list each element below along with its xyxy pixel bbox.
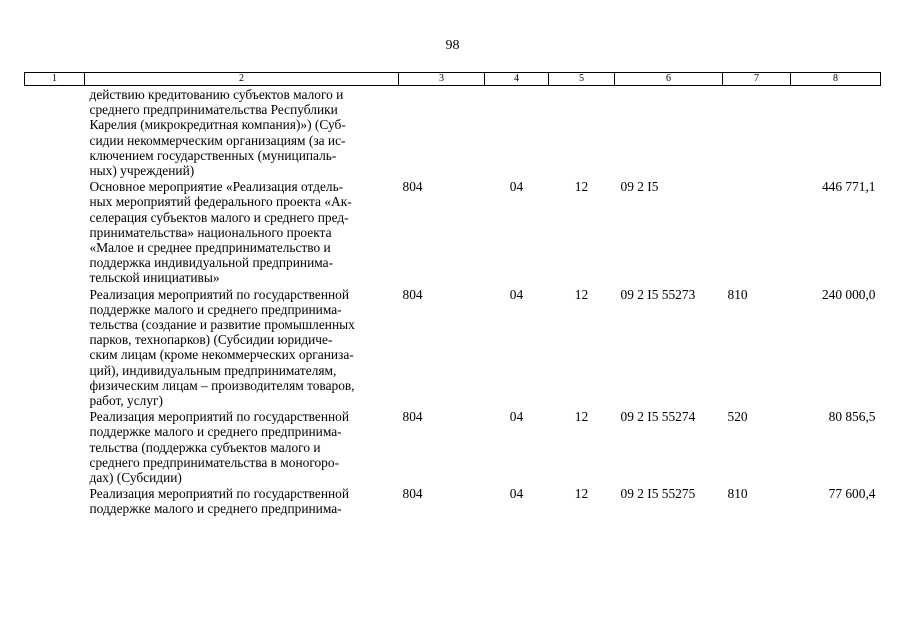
- ministry-code: 804: [402, 486, 423, 502]
- subsection-code: 12: [574, 286, 589, 302]
- expense-type-code: [723, 178, 791, 285]
- row-number-cell: [25, 408, 85, 485]
- description-line: Реализация мероприятий по государственной: [89, 409, 350, 425]
- column-header-1: 1: [25, 73, 85, 86]
- description-line: селерация субъектов малого и среднего пред-: [89, 209, 349, 225]
- column-number-header-row: [25, 73, 881, 86]
- row-description: [85, 408, 399, 485]
- column-header-7: 7: [723, 73, 791, 86]
- description-line: ключением государственных (муниципаль-: [89, 147, 337, 163]
- table-row: [25, 178, 881, 285]
- description-line: поддержка индивидуальной предпринима-: [89, 255, 334, 271]
- row-description: [85, 86, 399, 179]
- description-line: среднего предпринимательства Республики: [89, 102, 338, 118]
- description-line: Реализация мероприятий по государственной: [89, 486, 350, 502]
- description-line: среднего предпринимательства в моногоро-: [89, 454, 340, 470]
- ministry-code: 804: [402, 286, 423, 302]
- description-line: ных мероприятий федерального проекта «Ак-: [89, 194, 352, 210]
- column-header-3: 3: [399, 73, 485, 86]
- budget-table-container: [24, 72, 880, 517]
- page-number: 98: [445, 38, 460, 53]
- expense-type-code: [723, 86, 791, 179]
- row-number-cell: [25, 485, 85, 516]
- section-code: 04: [509, 409, 524, 425]
- description-line: сидии некоммерческим организациям (за ис-: [89, 132, 346, 148]
- description-line: Основное мероприятие «Реализация отдель-: [89, 179, 344, 195]
- description-line: поддержке малого и среднего предпринима-: [89, 424, 342, 440]
- table-row: [25, 286, 881, 409]
- ministry-code: 804: [402, 409, 423, 425]
- amount: 77 600,4: [828, 486, 876, 502]
- column-header-5: 5: [549, 73, 615, 86]
- expense-type-code: 810: [727, 286, 748, 302]
- subsection-code: 12: [574, 486, 589, 502]
- target-article-code: 09 2 I5: [620, 179, 659, 195]
- description-line: физическим лицам – производителям товаров,: [89, 377, 355, 393]
- amount: 446 771,1: [821, 179, 876, 195]
- row-number-cell: [25, 178, 85, 285]
- description-line: тельской инициативы»: [89, 270, 220, 286]
- ministry-code: 804: [402, 179, 423, 195]
- target-article-code: [615, 86, 723, 179]
- target-article-code: 09 2 I5 55275: [620, 486, 696, 502]
- description-line: тельства (поддержка субъектов малого и: [89, 439, 321, 455]
- description-line: парков, технопарков) (Субсидии юридиче-: [89, 332, 333, 348]
- description-line: поддержке малого и среднего предпринима-: [89, 501, 342, 517]
- description-line: действию кредитованию субъектов малого и: [89, 87, 344, 102]
- amount: [791, 86, 881, 179]
- column-header-4: 4: [485, 73, 549, 86]
- column-header-8: 8: [791, 73, 881, 86]
- amount: 80 856,5: [828, 409, 876, 425]
- column-header-2: 2: [85, 73, 399, 86]
- description-line: ных) учреждений): [89, 163, 195, 179]
- table-row: [25, 485, 881, 516]
- section-code: 04: [509, 179, 524, 195]
- subsection-code: [549, 86, 615, 179]
- row-description: [85, 178, 399, 285]
- description-line: работ, услуг): [89, 393, 163, 409]
- row-number-cell: [25, 286, 85, 409]
- description-line: поддержке малого и среднего предпринима-: [89, 301, 342, 317]
- row-description: [85, 485, 399, 516]
- expense-type-code: 520: [727, 409, 748, 425]
- column-header-6: 6: [615, 73, 723, 86]
- subsection-code: 12: [574, 179, 589, 195]
- table-row: [25, 408, 881, 485]
- subsection-code: 12: [574, 409, 589, 425]
- row-number-cell: [25, 86, 85, 179]
- table-row: [25, 86, 881, 179]
- description-line: Карелия (микрокредитная компания)») (Суб-: [89, 117, 346, 133]
- budget-table: [24, 72, 881, 517]
- section-code: [485, 86, 549, 179]
- amount: 240 000,0: [821, 286, 876, 302]
- row-description: [85, 286, 399, 409]
- description-line: Реализация мероприятий по государственной: [89, 286, 350, 302]
- description-line: «Малое и среднее предпринимательство и: [89, 240, 331, 256]
- section-code: 04: [509, 286, 524, 302]
- target-article-code: 09 2 I5 55273: [620, 286, 696, 302]
- description-line: тельства (создание и развитие промышленных: [89, 317, 355, 333]
- section-code: 04: [509, 486, 524, 502]
- expense-type-code: 810: [727, 486, 748, 502]
- target-article-code: 09 2 I5 55274: [620, 409, 696, 425]
- description-line: дах) (Субсидии): [89, 470, 182, 486]
- description-line: принимательства» национального проекта: [89, 224, 332, 240]
- ministry-code: [399, 86, 485, 179]
- description-line: ским лицам (кроме некоммерческих организа-: [89, 347, 354, 363]
- table-body: [25, 86, 881, 517]
- description-line: ций), индивидуальным предпринимателям,: [89, 362, 337, 378]
